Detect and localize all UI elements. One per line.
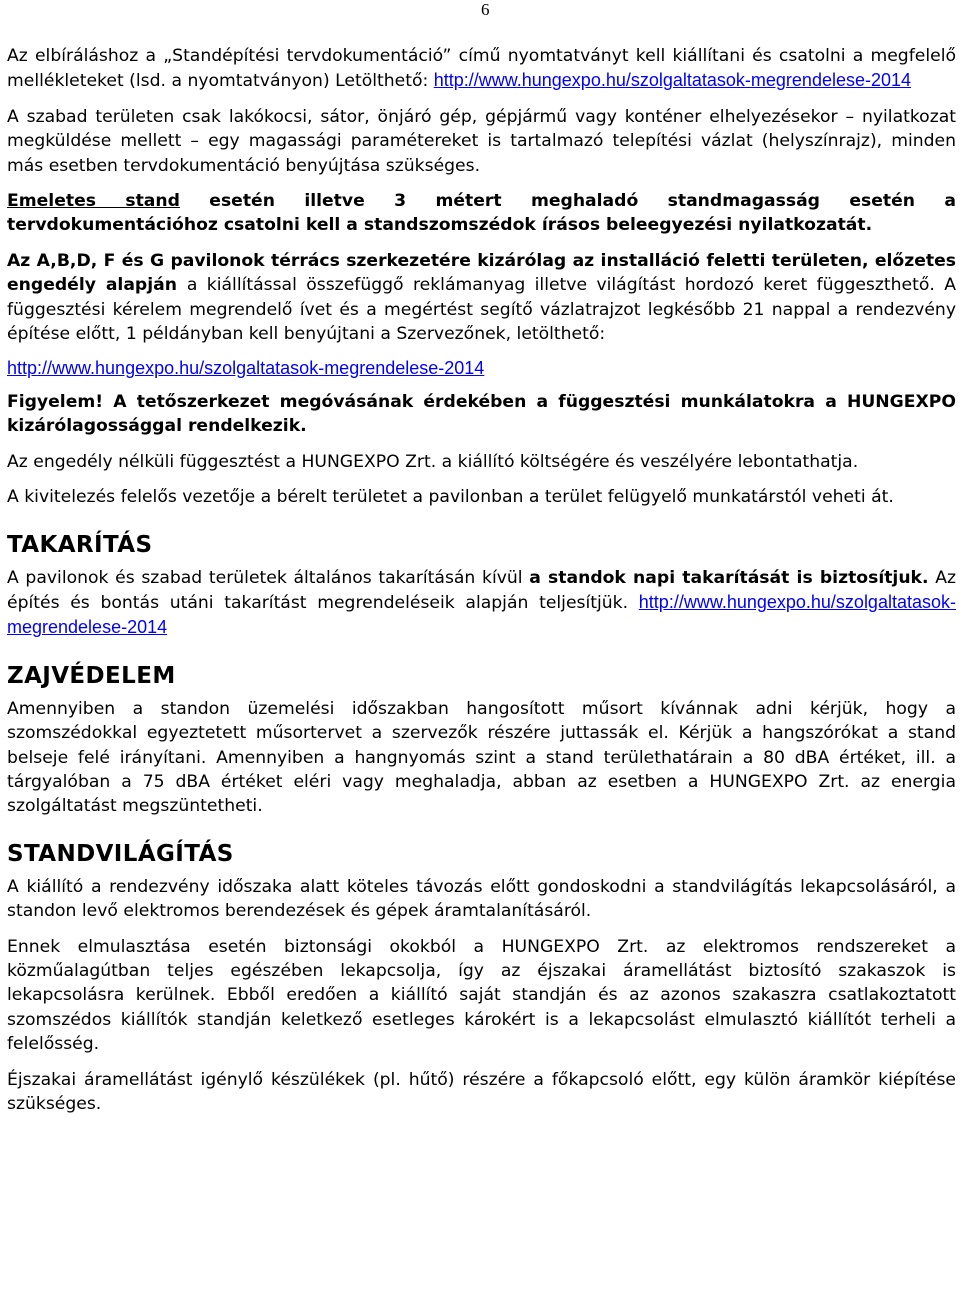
- takaritas-bold: a standok napi takarítását is biztosítjuk.: [529, 567, 929, 588]
- paragraph-zajvedelem: Amennyiben a standon üzemelési időszakban hangosított műsort kívánnak adni kérjük, hogy a szomszédokkal egyeztetett műsortervet a szervezők részére juttassák el. Kérjük a hangszórókat a stand belseje felé irányítani. Amennyiben a hangnyomás szint a stand területhatárain a 80 dBA értéket, ill. a tárgyalóban a 75 dBA értéket eléri vagy meghaladja, abban az esetben a HUNGEXPO Zrt. az energia szolgáltatást megszüntetheti.: [7, 698, 956, 817]
- heading-zajvedelem: ZAJVÉDELEM: [7, 662, 176, 689]
- paragraph-warning: Figyelem! A tetőszerkezet megóvásának érdekében a függesztési munkálatokra a HUNGEXPO kizárólagossággal rendelkezik.: [7, 391, 956, 437]
- heading-standvilagitas: STANDVILÁGÍTÁS: [7, 840, 234, 867]
- paragraph-form-submission: [7, 44, 956, 94]
- download-link-3[interactable]: http://www.hungexpo.hu/szolgaltatasok-megrendelese-2014: [7, 591, 956, 638]
- multilevel-stand-term: Emeletes stand: [7, 191, 180, 212]
- download-link-1[interactable]: http://www.hungexpo.hu/szolgaltatasok-megrendelese-2014: [433, 70, 912, 91]
- page-content: [7, 44, 956, 1127]
- page-number: 6: [481, 0, 490, 19]
- heading-takaritas: TAKARÍTÁS: [7, 531, 153, 558]
- paragraph-download-link-2: [7, 356, 956, 380]
- multilevel-stand-text: esetén illetve 3 métert meghaladó standmagasság esetén a tervdokumentációhoz csatolni kell a standszomszédok írásos beleegyezési nyilatkozatát.: [7, 191, 956, 236]
- paragraph-multilevel-stand: [7, 189, 956, 238]
- paragraph-open-area: A szabad területen csak lakókocsi, sátor, önjáró gép, gépjármű vagy konténer elhelyezésekor – nyilatkozat megküldése mellett – egy magassági paramétereket is tartalmazó telepítési vázlat (helyszínrajz), minden más esetben tervdokumentáció benyújtása szükséges.: [7, 106, 956, 176]
- paragraph-takaritas: [7, 566, 956, 641]
- paragraph-standvilagitas-1: A kiállító a rendezvény időszaka alatt köteles távozás előtt gondoskodni a standvilágítás lekapcsolásáról, a standon levő elektromos berendezések és gépek áramtalanításáról.: [7, 876, 956, 922]
- download-link-2[interactable]: http://www.hungexpo.hu/szolgaltatasok-megrendelese-2014: [7, 358, 485, 379]
- paragraph-handover: A kivitelezés felelős vezetője a bérelt területet a pavilonban a terület felügyelő munkatárstól veheti át.: [7, 487, 894, 508]
- takaritas-text-1: A pavilonok és szabad területek általános takarításán kívül: [7, 567, 530, 588]
- suspension-bold-text: Az A,B,D, F és G pavilonok térrács szerkezetére kizárólag az installáció feletti területen, előzetes engedély alapján: [7, 250, 956, 296]
- paragraph-unauthorized-suspension: Az engedély nélküli függesztést a HUNGEXPO Zrt. a kiállító költségére és veszélyére lebontathatja.: [7, 451, 859, 472]
- paragraph-standvilagitas-2: Ennek elmulasztása esetén biztonsági okokból a HUNGEXPO Zrt. az elektromos rendszereket a közműalagútban teljes egészében lekapcsolja, így az éjszakai áramellátást biztosító szakaszok is lekapcsolásra kerülnek. Ebből eredően a kiállító saját standján és az azonos szakaszra csatlakoztatott szomszédos kiállítók standján keletkező esetleges károkért is a lekapcsolást elmulasztó kiállítót terheli a felelősség.: [7, 936, 956, 1055]
- suspension-text: a kiállítással összefüggő reklámanyag illetve világítást hordozó keret függeszthető. A függesztési kérelem megrendelő ívet és a megértést segítő vázlatrajzot legkésőbb 21 nappal a rendezvény építése előtt, 1 példányban kell benyújtani a Szervezőnek, letölthető:: [7, 275, 956, 345]
- form-submission-text: Az elbíráláshoz a „Standépítési tervdokumentáció” című nyomtatványt kell kiállítani és csatolni a megfelelő mellékleteket (lsd. a nyomtatványon) Letölthető:: [7, 46, 956, 92]
- takaritas-text-2: Az építés és bontás utáni takarítást megrendeléseik alapján teljesítjük.: [7, 567, 956, 613]
- paragraph-suspension: [7, 249, 956, 347]
- paragraph-standvilagitas-3: Éjszakai áramellátást igénylő készülékek (pl. hűtő) részére a főkapcsoló előtt, egy külön áramkör kiépítése szükséges.: [7, 1069, 956, 1114]
